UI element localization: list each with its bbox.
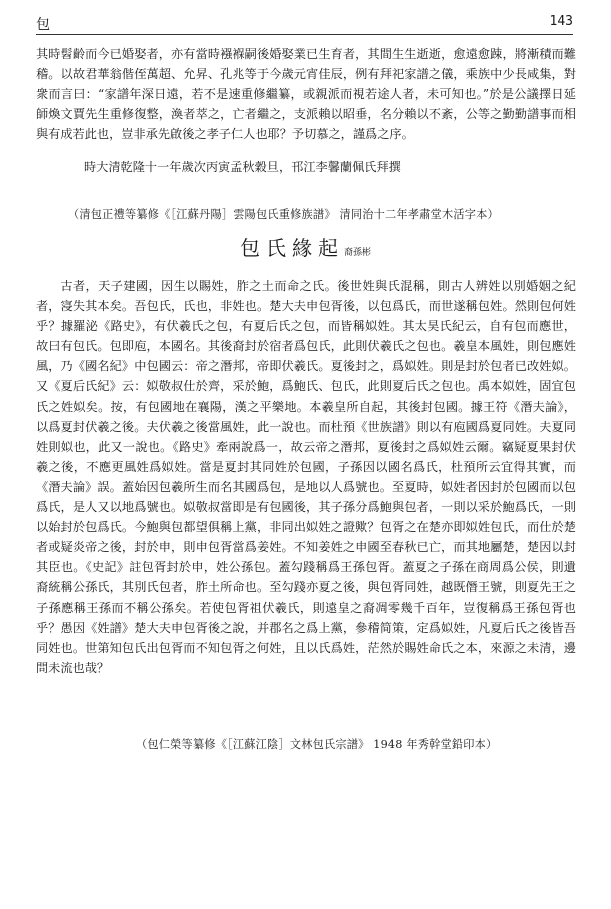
preface-signature: 時大清乾隆十一年歲次丙寅孟秋穀旦，邗江李馨蘭佩氏拜撰 bbox=[84, 160, 401, 174]
section-author: 裔孫彬 bbox=[343, 248, 371, 258]
page-number: 143 bbox=[549, 14, 573, 29]
preface-text bbox=[36, 44, 576, 154]
source-citation-2: （包仁榮等纂修《［江蘇江陰］文林包氏宗譜》 1948 年秀幹堂鉛印本） bbox=[136, 738, 498, 751]
section-title: 包氏緣起 bbox=[239, 236, 344, 260]
source-citation-1: （清包正禮等纂修《［江蘇丹陽］雲陽包氏重修族譜》 清同治十二年孝肅堂木活字本） bbox=[68, 208, 499, 221]
header-title: 包 bbox=[36, 17, 50, 33]
main-paragraph: 古者，天子建國，因生以賜姓，胙之土而命之氏。後世姓與氏混稱，則古人辨姓以別婚姻之紀者，寖失其本矣。吾包氏，氏也，非姓也。楚大夫申包胥後，以包爲氏，而世遂稱包姓。然則包何姓乎？據羅泌《路史》，有伏羲氏之包，有夏后氏之包，而皆稱姒姓。其太昊氏紀云，自有包而應世，故曰有包氏。包即庖，本國名。其後裔封於宿者爲包氏，此則伏羲氏之包也。羲皇本風姓，則包應姓風，乃《國名紀》中包國云：帝之潛邦，帝即伏羲氏。夏後封之，爲姒姓。則是封於包者已改姓姒。又《夏后氏紀》云：姒敬叔仕於齊，采於鮑，爲鮑氏、包氏，此則夏后氏之包也。禹本姒姓，固宜包氏之姓姒矣。按，有包國地在襄陽，漢之平樂地。本羲皇所自起，其後封包國。據王符《潛夫論》，以爲夏封伏羲之後。夫伏羲之後當風姓，此一說也。而杜預《世族譜》則以有庖國爲夏同姓。夫夏同姓則姒也，此又一說也。《路史》牽兩說爲一，故云帝之潛邦，夏後封之爲姒姓云爾。竊疑夏果封伏羲之後，不應更風姓爲姒姓。當是夏封其同姓於包國，子孫因以國名爲氏，杜預所云宜得其實，而《潛夫論》誤。蓋始因包羲所生而名其國爲包，是地以人爲號也。至夏時，姒姓者因封於包國而以包爲氏，是人又以地爲號也。姒敬叔當即是有包國後，其子孫分爲鮑與包者，一則以采於鮑爲氏，一則以始封於包爲氏。今鮑與包都望俱稱上黨，非同出姒姓之證歟？包胥之在楚亦即姒姓包氏，而仕於楚者或疑炎帝之後，封於申，則申包胥當爲姜姓。不知姜姓之申國至春秋已亡，而其地屬楚，楚因以封其臣也。《史記》註包胥封於申，姓公孫包。蓋勾踐稱爲王孫包胥。蓋夏之子孫在商周爲公侯，則遺裔統稱公孫氏，其別氏包者，胙土所命也。至勾踐亦夏之後，與包胥同姓，越既僭王號，則夏先王之子孫應稱王孫而不稱公孫矣。若使包胥祖伏羲氏，則遠皇之裔凋零幾千百年，豈復稱爲王孫包胥也乎？愚因《姓譜》楚大夫申包胥後之說，并郡名之爲上黨，參稽简策，定爲姒姓，凡夏后氏之後皆吾同姓也。世第知包氏出包胥而不知包胥之何姓，且以氏爲姓，茫然於賜姓命氏之本，來源之未清，邊問未流也哉？ bbox=[36, 279, 576, 675]
running-header bbox=[36, 14, 573, 35]
section-heading bbox=[0, 234, 611, 267]
main-text bbox=[36, 276, 576, 714]
preface-paragraph: 其時髫齡而今已婚娶者，亦有當時襁褓嗣後婚娶業已生育者，其間生生逝逝，愈遠愈踈，將漸積而難稽。以故君華翁偕侄萬超、允昇、孔兆等于今歲元宵佳辰，例有拜祀家譜之儀，乘族中少長咸集，對衆而言曰：“家譜年深日遠，若不是速重修繼纂，或親派而視若途人者，未可知也。”於是公議擇日延師煥文賈先生重修復整，渙者萃之，亡者繼之，支派賴以昭垂，名分賴以不紊，公等之勤勤譜事而相與有成若此也，豈非承先啟後之孝子仁人也耶？予切慕之，謹爲之序。 bbox=[36, 47, 576, 142]
